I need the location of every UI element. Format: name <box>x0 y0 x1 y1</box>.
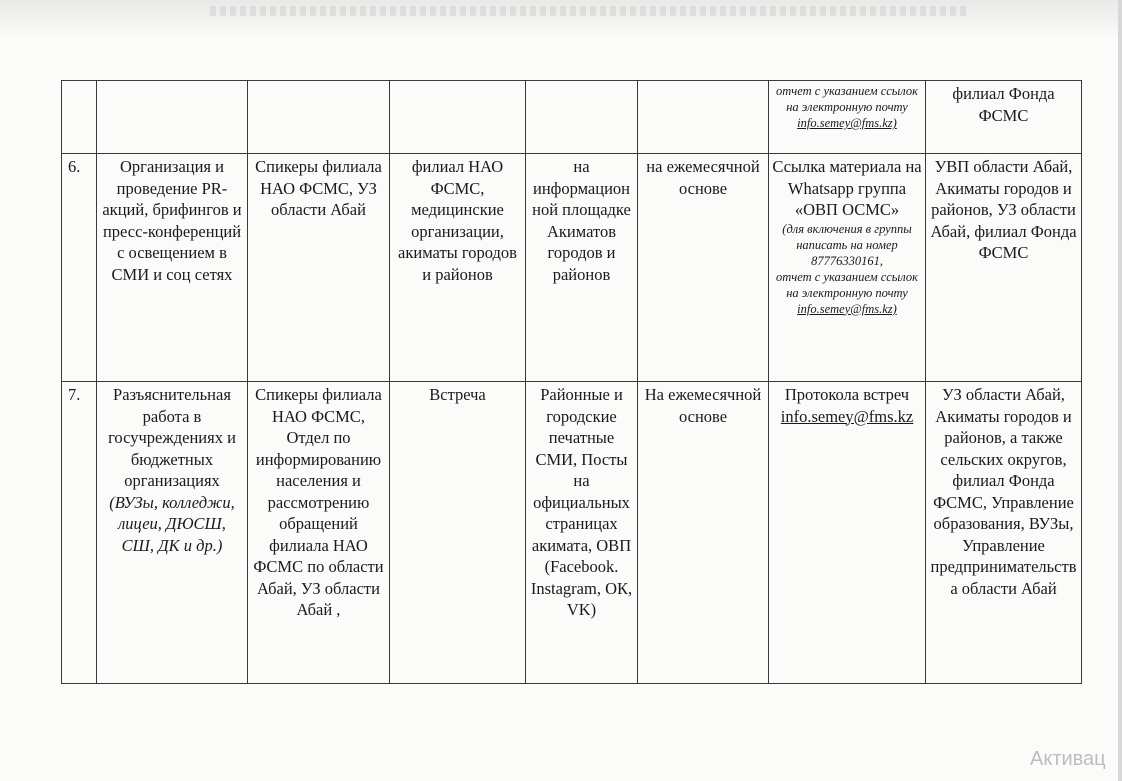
activity-cell <box>97 382 248 684</box>
responsible-cell: филиал Фонда ФСМС <box>926 81 1082 154</box>
table-row <box>62 81 1082 154</box>
result-main-text: Протокола встреч <box>784 385 910 404</box>
email-link[interactable]: info.semey@fms.kz <box>780 406 914 426</box>
result-main-text: Ссылка материала на Whatsapp группа «ОВП ОСМС» <box>772 157 922 219</box>
venue-cell: Районные и городские печатные СМИ, Посты на официальных страницах акимата, ОВП (Facebook. Instagram, ОК, VK) <box>526 382 638 684</box>
speakers-cell: Спикеры филиала НАО ФСМС, УЗ области Абай <box>248 154 390 382</box>
period-cell: на ежемесячной основе <box>638 154 769 382</box>
row-number: 7. <box>62 382 97 684</box>
table-row <box>62 154 1082 382</box>
result-cell <box>769 382 926 684</box>
email-link[interactable]: info.semey@fms.kz) <box>797 116 897 130</box>
row-number <box>62 81 97 154</box>
email-link[interactable]: info.semey@fms.kz) <box>797 301 897 316</box>
faded-text-line <box>210 6 970 16</box>
period-cell: На ежемесячной основе <box>638 382 769 684</box>
row-number: 6. <box>62 154 97 382</box>
responsible-cell: УВП области Абай, Акиматы городов и районов, УЗ области Абай, филиал Фонда ФСМС <box>926 154 1082 382</box>
form-cell <box>390 81 526 154</box>
table-row <box>62 382 1082 684</box>
activity-italic-text: (ВУЗы, колледжи, лицеи, ДЮСШ, СШ, ДК и др.) <box>109 492 235 555</box>
result-italic-text: отчет с указанием ссылок на электронную почту <box>776 84 918 114</box>
speakers-cell <box>248 81 390 154</box>
result-cell <box>769 81 926 154</box>
form-cell: филиал НАО ФСМС, медицинские организации, акиматы городов и районов <box>390 154 526 382</box>
form-cell: Встреча <box>390 382 526 684</box>
activity-text: Разъяснительная работа в госучреждениях и бюджетных организациях <box>108 385 236 490</box>
activation-watermark: Активац <box>1030 748 1106 770</box>
speakers-cell: Спикеры филиала НАО ФСМС, Отдел по информированию населения и рассмотрению обращений филиала НАО ФСМС по области Абай, УЗ области Абай , <box>248 382 390 684</box>
result-italic-text: отчет с указанием ссылок на электронную почту <box>776 269 918 300</box>
result-cell <box>769 154 926 382</box>
page-edge <box>1118 0 1122 781</box>
plan-table <box>61 80 1082 684</box>
venue-cell: на информационной площадке Акиматов городов и районов <box>526 154 638 382</box>
venue-cell <box>526 81 638 154</box>
activity-cell <box>97 81 248 154</box>
activity-cell: Организация и проведение PR-акций, брифингов и пресс-конференций с освещением в СМИ и соц сетях <box>97 154 248 382</box>
responsible-cell: УЗ области Абай, Акиматы городов и районов, а также сельских округов, филиал Фонда ФСМС, Управление образования, ВУЗы, Управление предпринимательства области Абай <box>926 382 1082 684</box>
result-note-text: (для включения в группы написать на номер 87776330161, <box>782 221 912 268</box>
period-cell <box>638 81 769 154</box>
